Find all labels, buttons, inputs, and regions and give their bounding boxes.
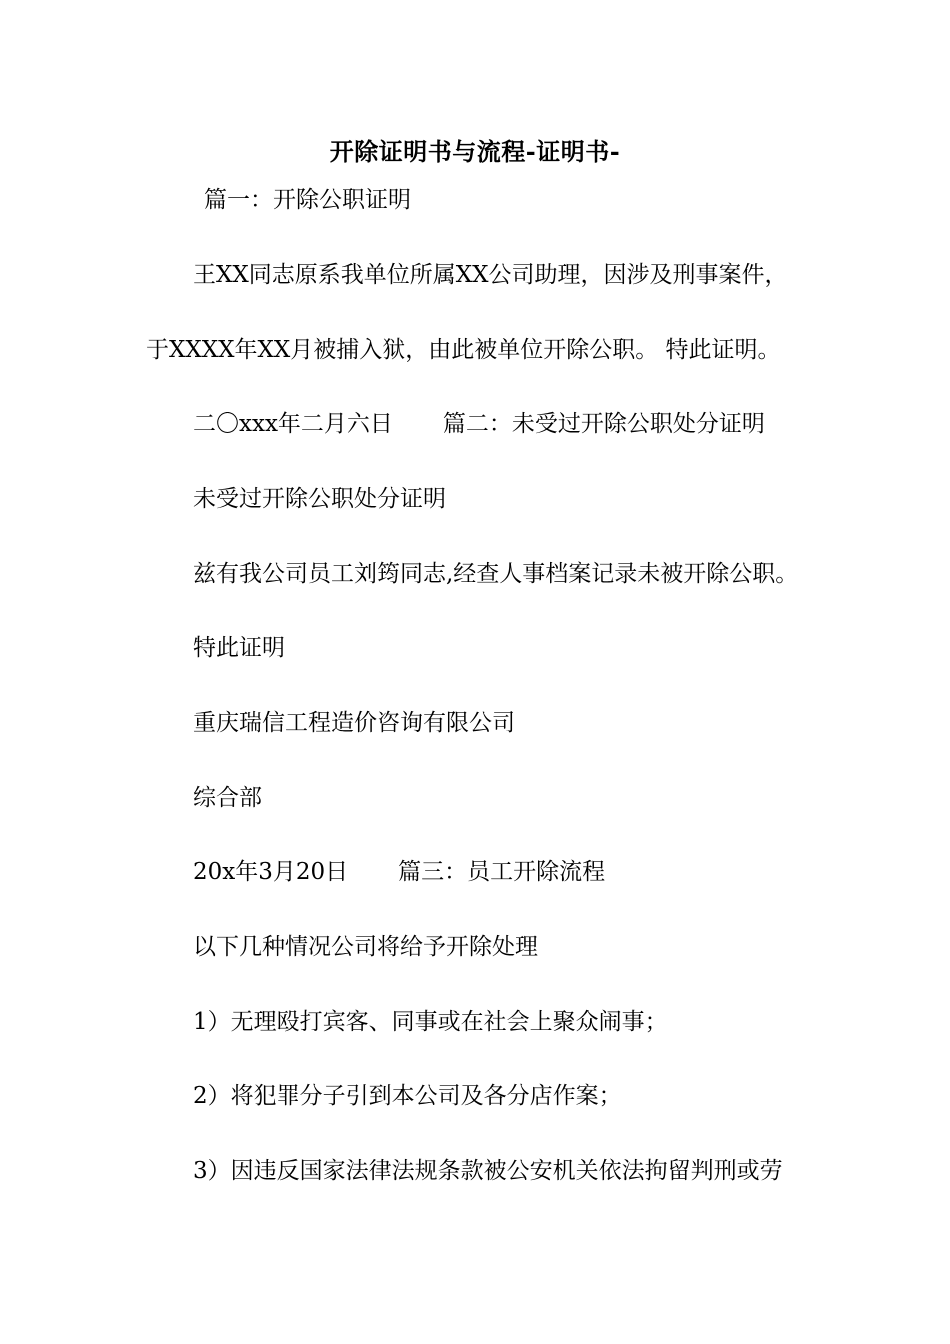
document-title: 开除证明书与流程-证明书- bbox=[329, 137, 621, 166]
date-and-heading-line bbox=[193, 408, 765, 440]
list-item: 1）无理殴打宾客、同事或在社会上聚众闹事； bbox=[193, 1009, 668, 1035]
list-item: 2）将犯罪分子引到本公司及各分店作案； bbox=[193, 1083, 622, 1109]
paragraph-line: 以下几种情况公司将给予开除处理 bbox=[193, 934, 538, 960]
paragraph-line: 未受过开除公职处分证明 bbox=[193, 486, 446, 512]
paragraph-line: 于XXXX年XX月被捕入狱，由此被单位开除公职。 特此证明。 bbox=[146, 337, 781, 363]
company-name: 重庆瑞信工程造价咨询有限公司 bbox=[193, 710, 515, 736]
list-item: 3）因违反国家法律法规条款被公安机关依法拘留判刑或劳 bbox=[193, 1158, 783, 1184]
paragraph-line: 王XX同志原系我单位所属XX公司助理，因涉及刑事案件， bbox=[193, 262, 788, 288]
paragraph-line: 兹有我公司员工刘筠同志,经查人事档案记录未被开除公职。 bbox=[193, 561, 799, 587]
section-heading-1: 篇一：开除公职证明 bbox=[204, 187, 411, 213]
date-text: 二〇xxx年二月六日 bbox=[193, 411, 393, 437]
date-and-heading-line bbox=[193, 856, 605, 888]
section-heading-2: 篇二：未受过开除公职处分证明 bbox=[442, 411, 765, 437]
date-text: 20x年3月20日 bbox=[193, 859, 349, 885]
section-heading-3: 篇三：员工开除流程 bbox=[398, 859, 606, 885]
paragraph-line: 特此证明 bbox=[193, 635, 285, 661]
department-name: 综合部 bbox=[193, 785, 262, 811]
